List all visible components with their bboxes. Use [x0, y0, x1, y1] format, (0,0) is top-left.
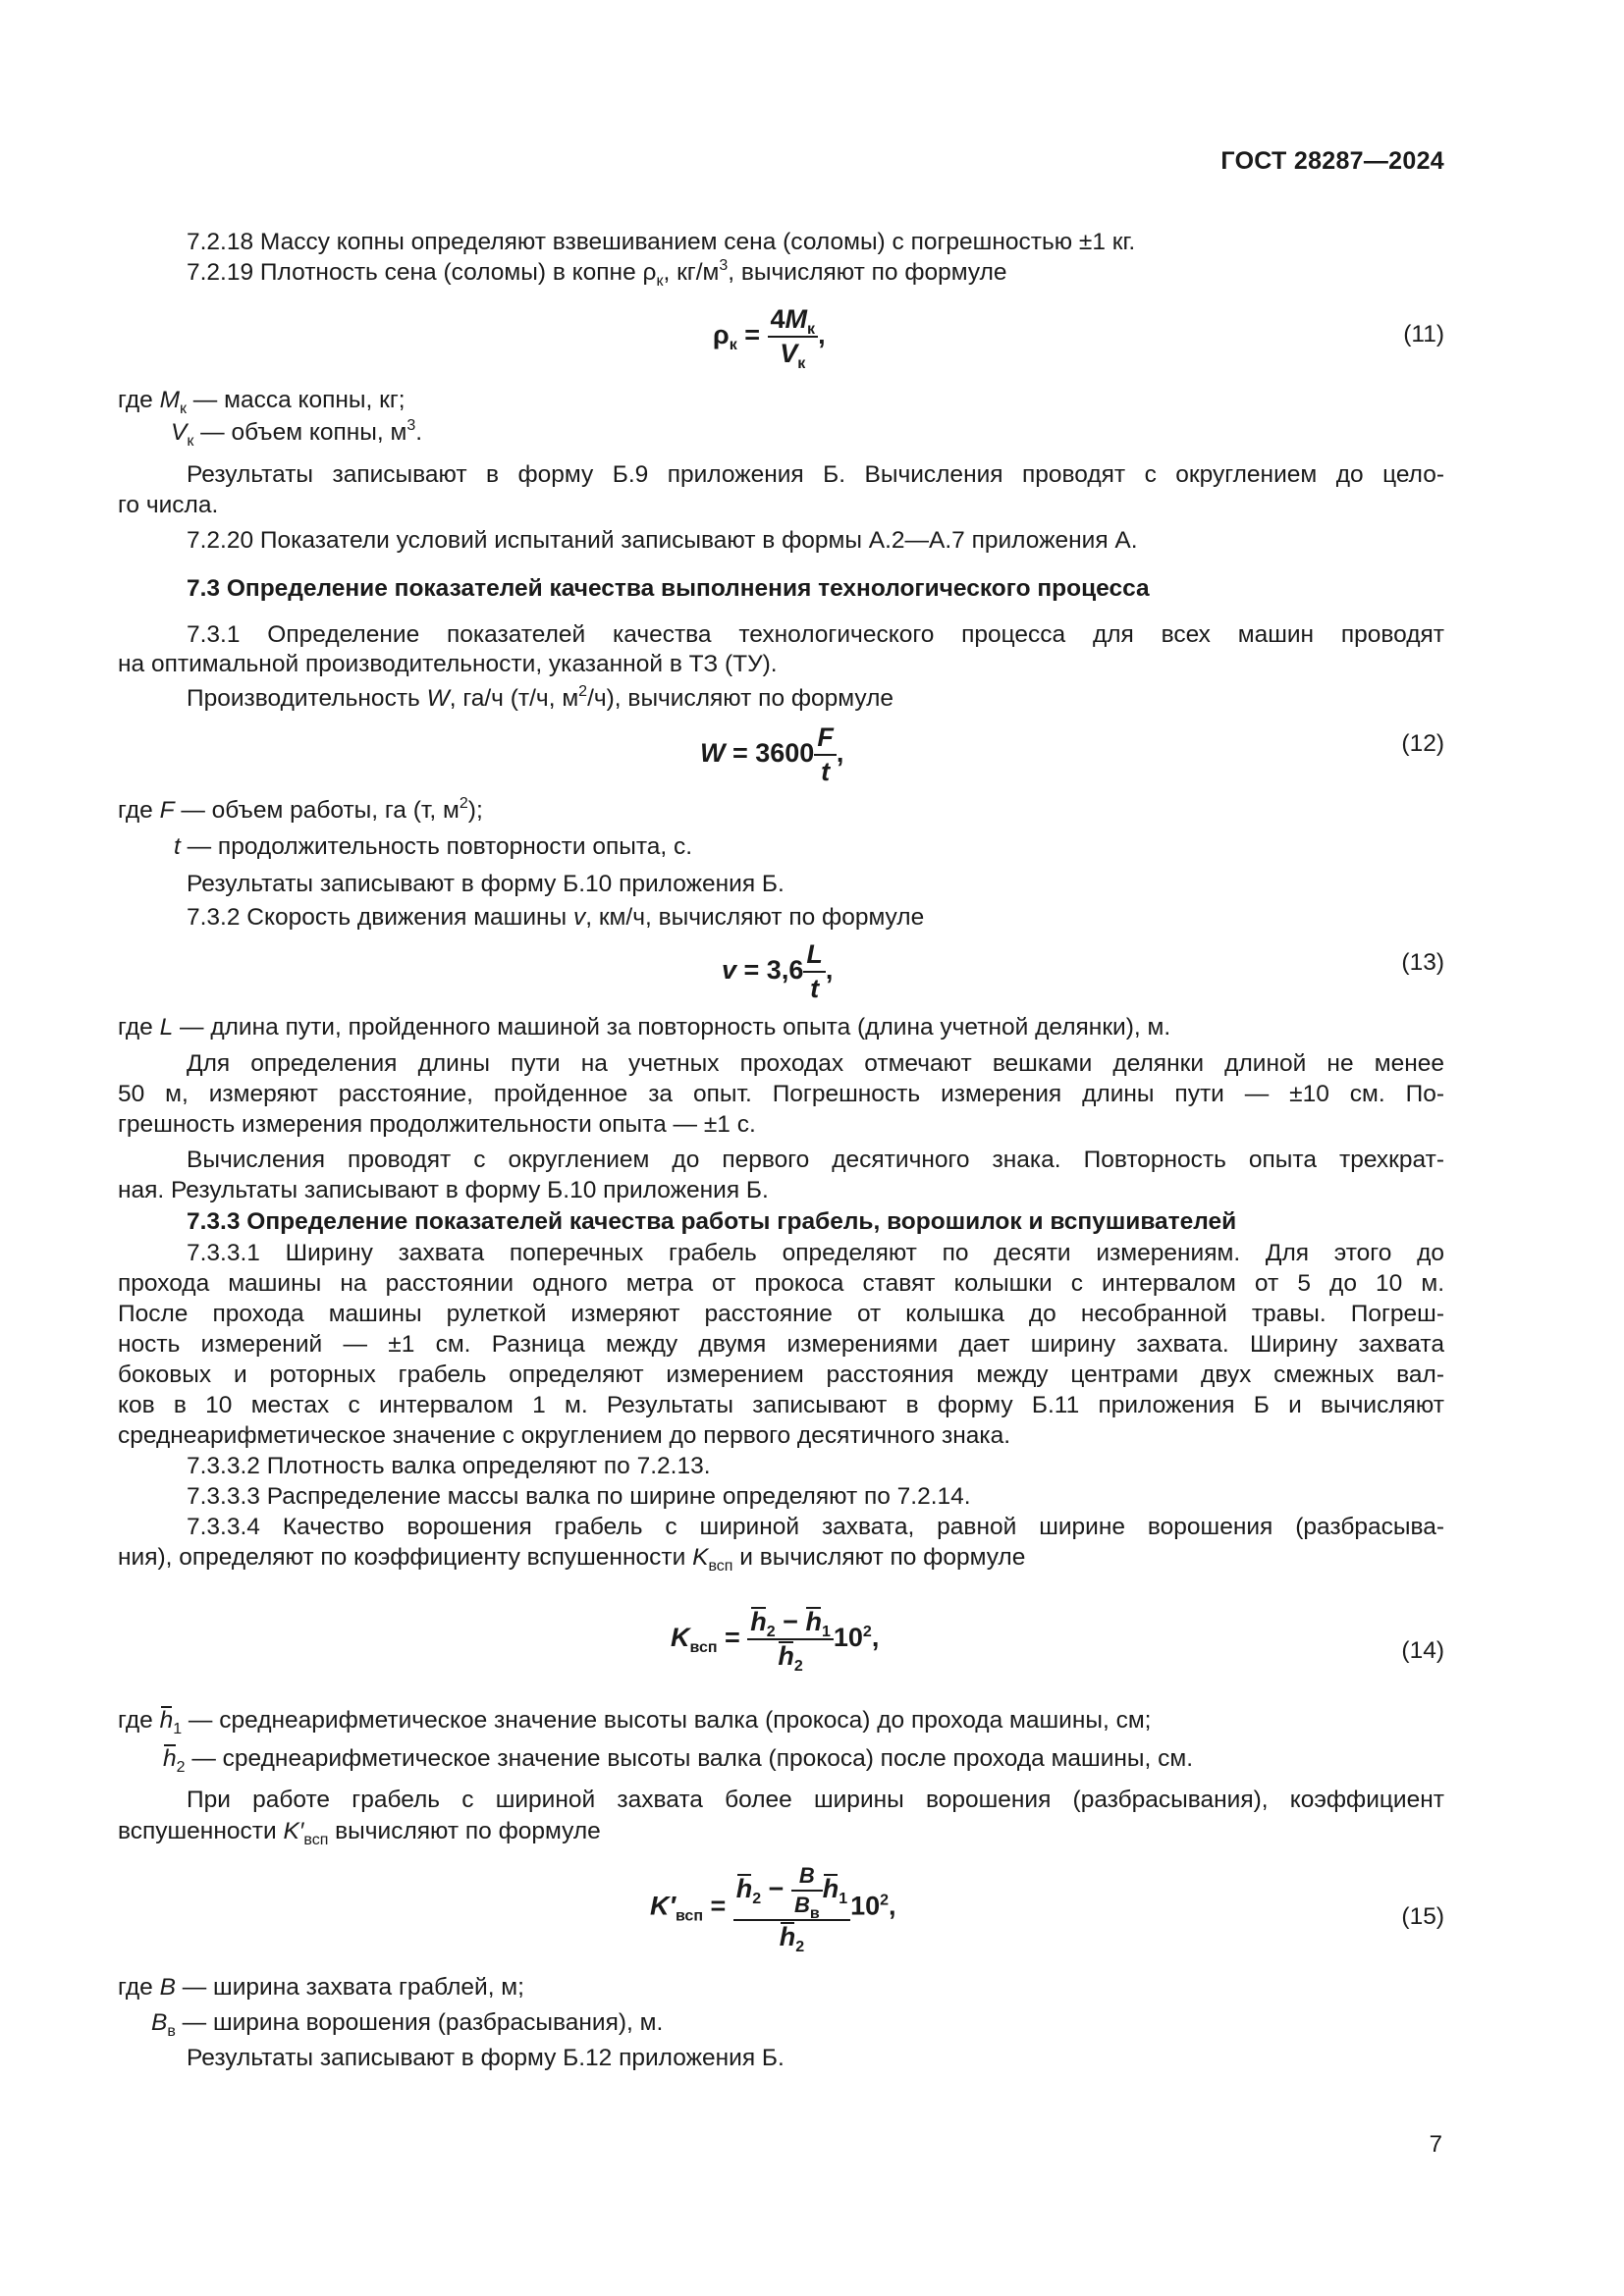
p-7-3-3-1-line5: боковых и роторных грабель определяют измерением расстояния между центрами двух смежных вал- — [118, 1362, 1444, 1388]
results-b9-line2: го числа. — [118, 492, 219, 518]
p-7-3-3-4-line2: ния), определяют по коэффициенту вспушенности $K_{всп}$ и вычисляют по формуле — [118, 1544, 1026, 1575]
where-t: t — продолжительность повторности опыта, с. — [174, 833, 693, 860]
formula-11: $\rho_к$ = $4M_к$ $V_к$ , — [713, 304, 826, 372]
paragraph-7-3-2: 7.3.2 Скорость движения машины v, км/ч, вычисляют по формуле — [187, 904, 925, 931]
where-f: где F — объем работы, га (т, $м^2$); — [118, 795, 483, 824]
formula-15: $K'_{всп}$ = $h_2$ − B $B_в$ $h_1$ $h_2$ $10^2$, — [650, 1863, 896, 1955]
p-7-3-3-1-line1: 7.3.3.1 Ширину захвата поперечных грабель определяют по десяти измерениям. Для этого до — [187, 1240, 1444, 1266]
equation-number-14: (14) — [1401, 1637, 1444, 1664]
p-7-3-3-3: 7.3.3.3 Распределение массы валка по ширине определяют по 7.2.14. — [187, 1483, 971, 1510]
paragraph-7-2-19: 7.2.19 Плотность сена (соломы) в копне $\rho_к$, $кг/м^3$, вычисляют по формуле — [187, 257, 1007, 290]
length-line1: Для определения длины пути на учетных проходах отмечают вешками делянки длиной не менее — [187, 1050, 1444, 1077]
where-bv: $B_в$ — ширина ворошения (разбрасывания), м. — [151, 2009, 664, 2040]
p-7-3-3-4-line1: 7.3.3.4 Качество ворошения грабель с шириной захвата, равной ширине ворошения (разбрасыва- — [187, 1514, 1444, 1540]
formula-12: W = 3600 $\frac{F}{t}$ , — [700, 722, 844, 786]
paragraph-7-3-1-line2: на оптимальной производительности, указанной в ТЗ (ТУ). — [118, 651, 778, 677]
equation-number-13: (13) — [1401, 949, 1444, 976]
equation-number-15: (15) — [1401, 1903, 1444, 1930]
p-7-3-3-1-line7: среднеарифметическое значение с округлением до первого десятичного знака. — [118, 1422, 1011, 1449]
length-line2: 50 м, измеряют расстояние, пройденное за опыт. Погрешность измерения длины пути — ±10 см. По- — [118, 1081, 1444, 1107]
wide-line1: При работе грабель с шириной захвата более ширины ворошения (разбрасывания), коэффициент — [187, 1787, 1444, 1813]
results-b9-line1: Результаты записывают в форму Б.9 приложения Б. Вычисления проводят с округлением до цело- — [187, 461, 1444, 488]
page-number: 7 — [1429, 2131, 1442, 2158]
length-line3: грешность измерения продолжительности опыта — ±1 с. — [118, 1111, 756, 1138]
paragraph-7-3-1-line1: 7.3.1 Определение показателей качества технологического процесса для всех машин проводят — [187, 621, 1444, 648]
p-7-3-3-1-line6: ков в 10 местах с интервалом 1 м. Результаты записывают в форму Б.11 приложения Б и вычисляют — [118, 1392, 1444, 1418]
p-7-3-3-2: 7.3.3.2 Плотность валка определяют по 7.2.13. — [187, 1453, 711, 1479]
where-h1: где $h_1$ — среднеарифметическое значение высоты валка (прокоса) до прохода машины, см; — [118, 1707, 1152, 1737]
heading-7-3: 7.3 Определение показателей качества выполнения технологического процесса — [187, 575, 1150, 602]
paragraph-7-2-20: 7.2.20 Показатели условий испытаний записывают в формы А.2—А.7 приложения А. — [187, 527, 1138, 554]
formula-14: $K_{всп}$ = $\frac{h_2 - h_1}{h_2}$ $10^2$, — [671, 1607, 880, 1675]
p-7-3-3-1-line4: ность измерений — ±1 см. Разница между двумя измерениями дает ширину захвата. Ширину захвата — [118, 1331, 1444, 1358]
results-b12: Результаты записывают в форму Б.12 приложения Б. — [187, 2045, 785, 2071]
equation-number-12: (12) — [1401, 730, 1444, 757]
calc-line1: Вычисления проводят с округлением до первого десятичного знака. Повторность опыта трехкрат- — [187, 1147, 1444, 1173]
where-l: где L — длина пути, пройденного машиной за повторность опыта (длина учетной делянки), м. — [118, 1014, 1171, 1041]
wide-line2: вспушенности $K'_{всп}$ вычисляют по формуле — [118, 1818, 601, 1848]
standard-header: ГОСТ 28287—2024 — [1220, 147, 1444, 175]
where-b: где B — ширина захвата граблей, м; — [118, 1974, 524, 2001]
where-vk: $V_к$ — объем копны, $м^3$. — [171, 417, 423, 450]
p-7-3-3-1-line2: прохода машины на расстоянии одного метра от прокоса ставят колышки с интервалом от 5 до 10 м. — [118, 1270, 1444, 1297]
results-b10: Результаты записывают в форму Б.10 приложения Б. — [187, 871, 785, 897]
p-7-3-3-1-line3: После прохода машины рулеткой измеряют расстояние от колышка до несобранной травы. Погреш- — [118, 1301, 1444, 1327]
calc-line2: ная. Результаты записывают в форму Б.10 приложения Б. — [118, 1177, 769, 1203]
productivity-text: Производительность W, га/ч (т/ч, $м^2/ч$), вычисляют по формуле — [187, 683, 894, 712]
equation-number-11: (11) — [1403, 321, 1444, 347]
formula-13: v = 3,6 $\frac{L}{t}$ , — [722, 939, 834, 1003]
paragraph-7-2-18: 7.2.18 Массу копны определяют взвешиванием сена (соломы) с погрешностью ±1 кг. — [187, 229, 1136, 255]
where-mk: где $M_к$ — масса копны, кг; — [118, 387, 406, 417]
where-h2: $h_2$ — среднеарифметическое значение высоты валка (прокоса) после прохода машины, см. — [163, 1745, 1194, 1776]
heading-7-3-3: 7.3.3 Определение показателей качества работы грабель, ворошилок и вспушивателей — [187, 1208, 1237, 1235]
